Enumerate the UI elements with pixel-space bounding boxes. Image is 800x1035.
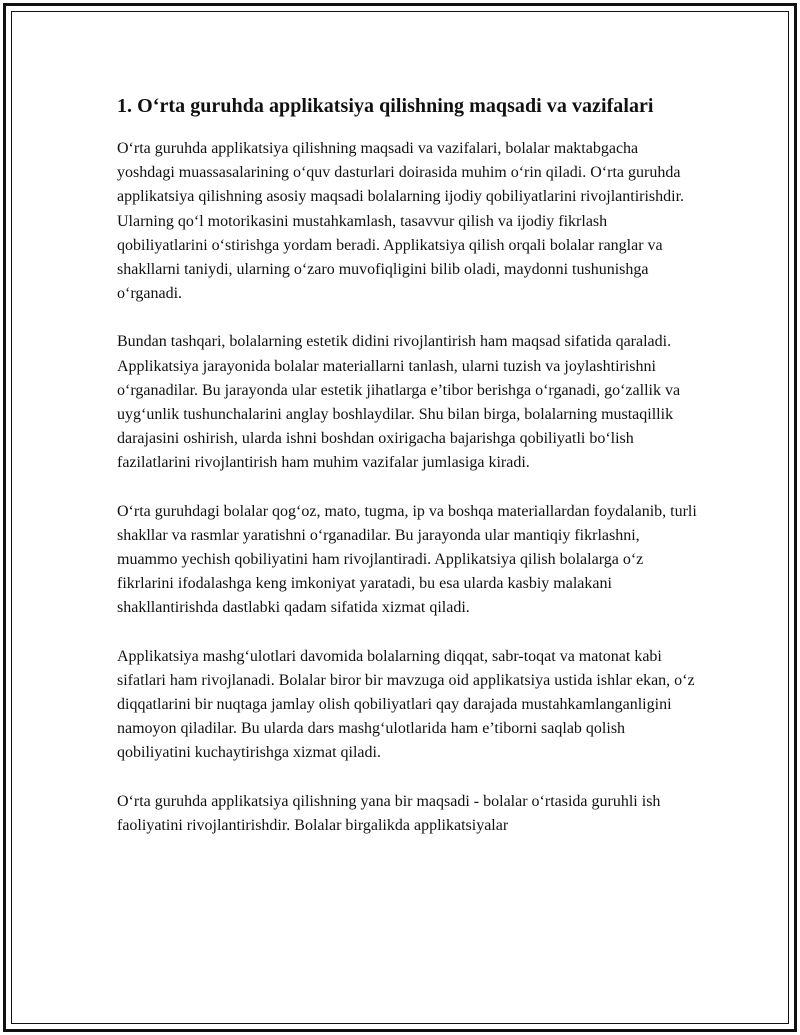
- section-heading: 1. O‘rta guruhda applikatsiya qilishning maqsadi va vazifalari: [117, 95, 654, 117]
- paragraph-5: O‘rta guruhda applikatsiya qilishning yana bir maqsadi - bolalar o‘rtasida guruhli ish faoliyatini rivojlantirishdir. Bolalar birgalikda applikatsiyalar: [117, 792, 661, 834]
- document-body: [117, 92, 697, 862]
- paragraph-4: Applikatsiya mashg‘ulotlari davomida bolalarning diqqat, sabr-toqat va matonat kabi sifatlari ham rivojlanadi. Bolalar biror bir mavzuga oid applikatsiya ustida ishlar ekan, o‘z diqqatlarini bir nuqtaga jamlay olish qobiliyatlari qay darajada mustahkamlanganligini namoyon qiladilar. Bu ularda dars mashg‘ulotlarida ham e’tiborni saqlab qolish qobiliyatini kuchaytirishga xizmat qiladi.: [117, 647, 695, 762]
- paragraph-3: O‘rta guruhdagi bolalar qog‘oz, mato, tugma, ip va boshqa materiallardan foydalanib, turli shakllar va rasmlar yaratishni o‘rganadilar. Bu jarayonda ular mantiqiy fikrlashni, muammo yechish qobiliyatini ham rivojlantiradi. Applikatsiya qilish bolalarga o‘z fikrlarini ifodalashga keng imkoniyat yaratadi, bu esa ularda kasbiy malakani shakllantirishda dastlabki qadam sifatida xizmat qiladi.: [117, 502, 697, 617]
- paragraph-2: Bundan tashqari, bolalarning estetik didini rivojlantirish ham maqsad sifatida qaraladi. Applikatsiya jarayonida bolalar materiallarni tanlash, ularni tuzish va joylashtirishni o‘rganadilar. Bu jarayonda ular estetik jihatlarga e’tibor berishga o‘rganadi, go‘zallik va uyg‘unlik tushunchalarini anglay boshlaydilar. Shu bilan birga, bolalarning mustaqillik darajasini oshirish, ularda ishni boshdan oxirigacha bajarishga qobiliyatli bo‘lish fazilatlarini rivojlantirish ham muhim vazifalar jumlasiga kiradi.: [117, 333, 681, 472]
- paragraph-1: O‘rta guruhda applikatsiya qilishning maqsadi va vazifalari, bolalar maktabgacha yoshdagi muassasalarining o‘quv dasturlari doirasida muhim o‘rin qiladi. O‘rta guruhda applikatsiya qilishning asosiy maqsadi bolalarning ijodiy qobiliyatlarini rivojlantirishdir. Ularning qo‘l motorikasini mustahkamlash, tasavvur qilish va ijodiy fikrlash qobiliyatlarini o‘stirishga yordam beradi. Applikatsiya qilish orqali bolalar ranglar va shakllarni taniydi, ularning o‘zaro muvofiqligini bilib oladi, maydonni tushunishga o‘rganadi.: [117, 140, 685, 303]
